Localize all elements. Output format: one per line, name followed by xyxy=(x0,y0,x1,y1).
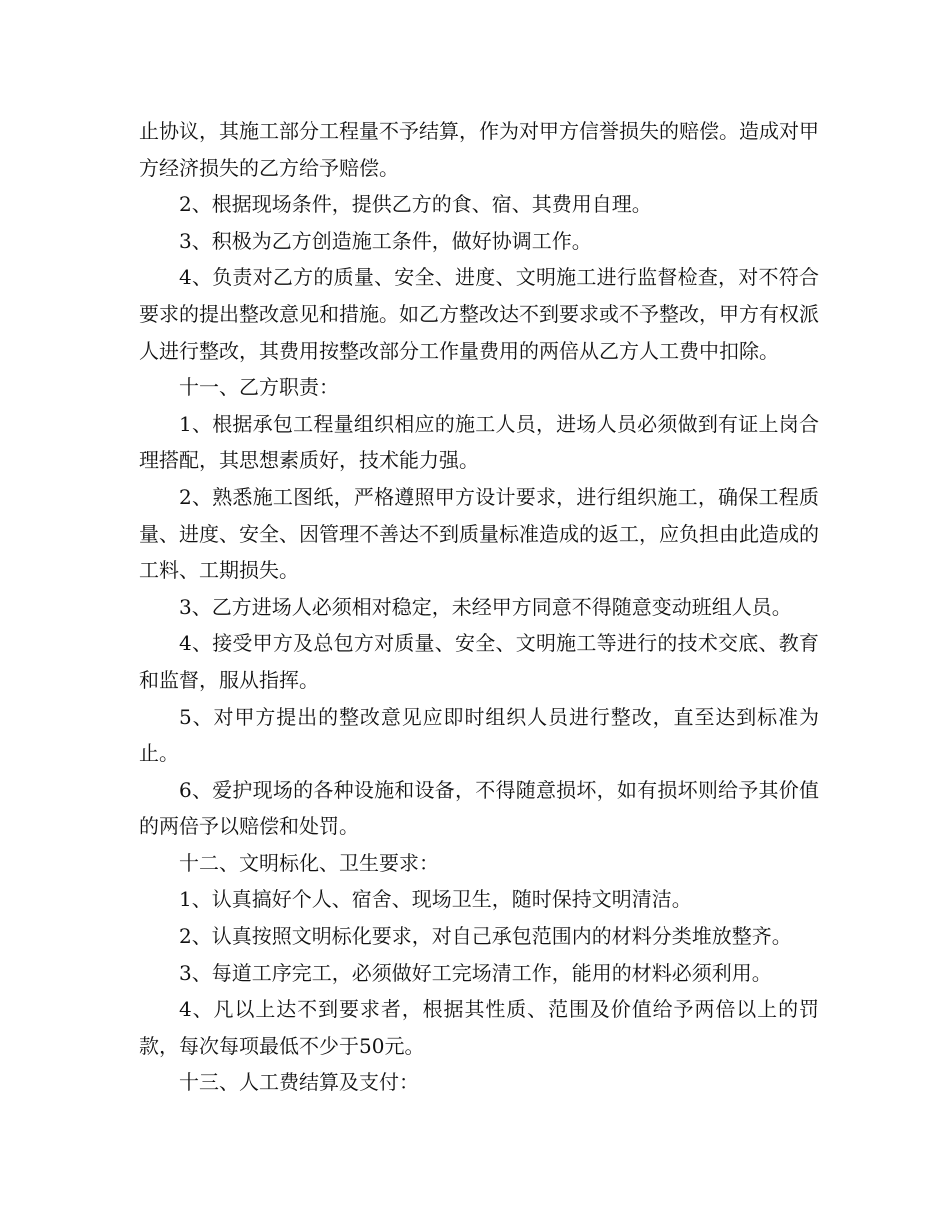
paragraph-item-4-supervision: 4、负责对乙方的质量、安全、进度、文明施工进行监督检查，对不符合要求的提出整改意见和措施。如乙方整改达不到要求或不予整改，甲方有权派人进行整改，其费用按整改部分工作量费用的两倍从乙方人工费中扣除。 xyxy=(139,265,819,363)
paragraph-12-item-1: 1、认真搞好个人、宿舍、现场卫生，随时保持文明清洁。 xyxy=(179,887,692,912)
section-heading-13: 十三、人工费结算及支付： xyxy=(179,1070,419,1095)
paragraph-11-item-6: 6、爱护现场的各种设施和设备，不得随意损坏，如有损坏则给予其价值的两倍予以赔偿和处罚。 xyxy=(139,777,819,839)
paragraph-continuation: 止协议，其施工部分工程量不予结算，作为对甲方信誉损失的赔偿。造成对甲方经济损失的乙方给予赔偿。 xyxy=(139,119,819,180)
paragraph-item-3-conditions: 3、积极为乙方创造施工条件，做好协调工作。 xyxy=(179,228,592,253)
paragraph-11-item-3: 3、乙方进场人必须相对稳定，未经甲方同意不得随意变动班组人员。 xyxy=(179,594,792,619)
paragraph-12-item-3: 3、每道工序完工，必须做好工完场清工作，能用的材料必须利用。 xyxy=(179,960,772,985)
paragraph-11-item-4: 4、接受甲方及总包方对质量、安全、文明施工等进行的技术交底、教育和监督，服从指挥。 xyxy=(139,631,819,692)
section-heading-11: 十一、乙方职责： xyxy=(179,375,339,400)
paragraph-item-2-accommodation: 2、根据现场条件，提供乙方的食、宿、其费用自理。 xyxy=(179,192,652,217)
paragraph-11-item-5: 5、对甲方提出的整改意见应即时组织人员进行整改，直至达到标准为止。 xyxy=(139,704,819,766)
paragraph-12-item-2: 2、认真按照文明标化要求，对自己承包范围内的材料分类堆放整齐。 xyxy=(179,924,792,949)
paragraph-12-item-4: 4、凡以上达不到要求者，根据其性质、范围及价值给予两倍以上的罚款，每次每项最低不少于50元。 xyxy=(139,997,819,1058)
section-heading-12: 十二、文明标化、卫生要求： xyxy=(179,850,439,875)
document-body xyxy=(139,113,819,1101)
paragraph-11-item-1: 1、根据承包工程量组织相应的施工人员，进场人员必须做到有证上岗合理搭配，其思想素质好，技术能力强。 xyxy=(139,411,819,473)
paragraph-11-item-2: 2、熟悉施工图纸，严格遵照甲方设计要求，进行组织施工，确保工程质量、进度、安全、因管理不善达不到质量标准造成的返工，应负担由此造成的工料、工期损失。 xyxy=(139,484,819,583)
